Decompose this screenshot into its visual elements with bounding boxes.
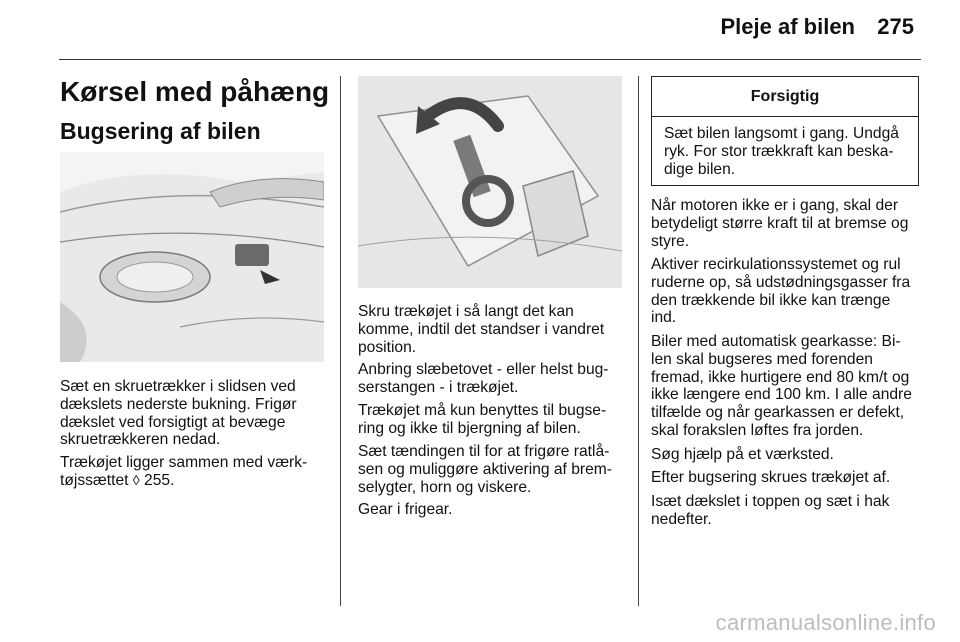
instruction-paragraph: Efter bugsering skrues trækøjet af. <box>651 469 891 486</box>
header-rule <box>59 59 921 60</box>
paragraph-text: Trækøjet ligger sammen med værk- tøjssættet <box>60 454 308 489</box>
instruction-paragraph: Søg hjælp på et værksted. <box>651 446 834 463</box>
watermark: carmanualsonline.info <box>715 610 936 635</box>
section-title: Kørsel med påhæng <box>60 76 330 107</box>
page-number: 275 <box>877 14 914 39</box>
bumper-illustration <box>60 152 324 362</box>
instruction-paragraph <box>60 454 335 490</box>
instruction-paragraph: Sæt en skruetrækker i slidsen ved dækslets nederste bukning. Frigør dækslet ved forsigtigt at bevæge skruetrækkeren nedad. <box>60 378 297 449</box>
column-divider <box>340 76 341 606</box>
caution-text: Sæt bilen langsomt i gang. Undgå ryk. For stor trækkraft kan beska- dige bilen. <box>664 125 899 178</box>
instruction-paragraph: Isæt dækslet i toppen og sæt i hak nedefter. <box>651 493 890 528</box>
instruction-paragraph: Sæt tændingen til for at frigøre ratlå- sen og muliggøre aktivering af brem- selygter, horn og viskere. <box>358 443 612 496</box>
section-subtitle: Bugsering af bilen <box>60 118 261 144</box>
instruction-paragraph: Gear i frigear. <box>358 501 453 518</box>
instruction-paragraph: Skru trækøjet i så langt det kan komme, indtil det standser i vandret position. <box>358 303 605 356</box>
running-header-title: Pleje af bilen <box>720 14 855 39</box>
column-divider <box>638 76 639 606</box>
caution-title: Forsigtig <box>652 77 918 117</box>
instruction-paragraph: Biler med automatisk gearkasse: Bi- len skal bugseres med forenden fremad, ikke hurtigere end 80 km/t og ikke længere end 100 km. I alle andre tilfælde og når gearkassen er defekt, skal forakslen løftes fra jorden. <box>651 333 912 439</box>
caution-box <box>651 76 919 186</box>
xref-arrow-icon: ◊ <box>132 471 140 488</box>
tow-eye-illustration <box>358 76 622 288</box>
instruction-paragraph: Når motoren ikke er i gang, skal der betydeligt større kraft til at bremse og styre. <box>651 197 909 250</box>
xref-page: 255. <box>139 471 175 489</box>
instruction-paragraph: Anbring slæbetovet - eller helst bug- serstangen - i trækøjet. <box>358 361 609 396</box>
instruction-paragraph: Aktiver recirkulationssystemet og rul ruderne op, så udstødningsgasser fra den trækkende bil ikke kan trænge ind. <box>651 256 911 327</box>
instruction-paragraph: Trækøjet må kun benyttes til bugse- ring og ikke til bjergning af bilen. <box>358 402 607 437</box>
